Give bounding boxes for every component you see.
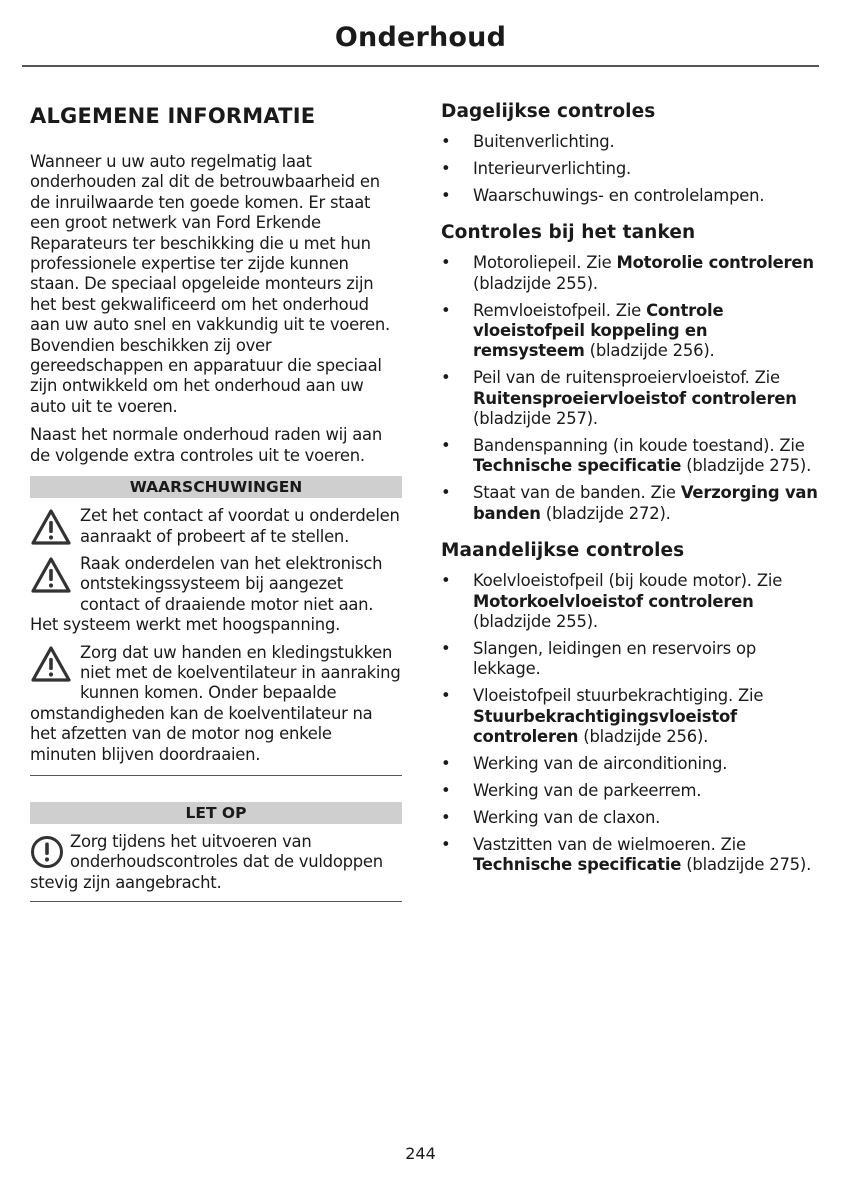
warnings-box xyxy=(30,476,402,776)
list-item: • Vloeistofpeil stuurbekrachtiging. Zie Stuurbekrachtigingsvloeistof controleren (bladzijde 256). xyxy=(441,686,764,746)
reference-link: Ruitensproeiervloeistof controleren xyxy=(473,388,797,408)
right-column xyxy=(441,101,821,891)
bullet-icon: • xyxy=(441,686,451,706)
left-column xyxy=(30,104,402,902)
reference-link: Stuurbekrachtigingsvloeistof controleren xyxy=(473,706,737,746)
list-item: • Koelvloeistofpeil (bij koude motor). Zie Motorkoelvloeistof controleren (bladzijde 255). xyxy=(441,571,783,631)
refuel-checks-heading: Controles bij het tanken xyxy=(441,222,696,244)
list-item: • Peil van de ruitensproeiervloeistof. Zie Ruitensproeiervloeistof controleren (bladzijde 257). xyxy=(441,368,797,429)
caution-item xyxy=(30,832,402,893)
caution-text: Zorg tijdens het uitvoeren van onderhoudscontroles dat de vuldoppen stevig zijn aangebracht. xyxy=(30,831,383,892)
reference-link: Technische specificatie xyxy=(473,456,682,476)
reference-link: Verzorging van banden xyxy=(473,483,818,523)
warning-item xyxy=(30,643,402,765)
warnings-header: WAARSCHUWINGEN xyxy=(30,476,402,498)
bullet-icon: • xyxy=(441,132,451,151)
reference-link: Controle vloeistofpeil koppeling en remsysteem xyxy=(473,300,724,361)
warning-triangle-icon xyxy=(30,556,72,596)
page-number: 244 xyxy=(405,1144,436,1163)
bullet-icon: • xyxy=(441,185,451,205)
warning-text: Zet het contact af voordat u onderdelen aanraakt of probeert af te stellen. xyxy=(80,506,400,546)
refuel-checks-list xyxy=(441,253,821,524)
list-item: • Slangen, leidingen en reservoirs op lekkage. xyxy=(441,638,757,679)
bullet-icon: • xyxy=(441,834,451,854)
monthly-checks-heading: Maandelijkse controles xyxy=(441,540,685,562)
caution-bottom-rule xyxy=(30,901,402,902)
list-item: • Interieurverlichting. xyxy=(441,158,632,178)
intro-paragraph: Wanneer u uw auto regelmatig laat onderhouden zal dit de betrouwbaarheid en de inruilwaarde ten goede komen. Er staat een groot netwerk van Ford Erkende Reparateurs ter beschikking die u met hun professionele expertise ter zijde kunnen staan. De speciaal opgeleide monteurs zijn het best gekwalificeerd om het onderhoud aan uw auto snel en vakkundig uit te voeren. Bovendien beschikken zij over gereedschappen en apparatuur die speciaal zijn ontwikkeld om het onderhoud aan uw auto uit te voeren. xyxy=(30,152,390,416)
list-item: • Staat van de banden. Zie Verzorging van banden (bladzijde 272). xyxy=(441,483,818,523)
warning-item xyxy=(30,554,402,636)
bullet-icon: • xyxy=(441,638,451,658)
bullet-icon: • xyxy=(441,753,451,773)
caution-box xyxy=(30,802,402,902)
bullet-icon: • xyxy=(441,368,451,388)
reference-link: Motorkoelvloeistof controleren xyxy=(473,591,754,611)
list-item: • Buitenverlichting. xyxy=(441,132,615,151)
bullet-icon: • xyxy=(441,300,451,320)
warnings-bottom-rule xyxy=(30,775,402,776)
list-item: • Werking van de airconditioning. xyxy=(441,753,728,773)
bullet-icon: • xyxy=(441,253,451,273)
bullet-icon: • xyxy=(441,435,451,455)
monthly-checks-list xyxy=(441,571,821,875)
warning-text: Zorg dat uw handen en kledingstukken niet met de koelventilateur in aanraking kunnen komen. Onder bepaalde omstandigheden kan de koelventilateur na het afzetten van de motor nog enkele minuten blijven doordraaien. xyxy=(30,642,401,764)
caution-header: LET OP xyxy=(30,802,402,824)
bullet-icon: • xyxy=(441,807,451,827)
bullet-icon: • xyxy=(441,780,451,800)
bullet-icon: • xyxy=(441,158,451,178)
warning-triangle-icon xyxy=(30,645,72,685)
list-item: • Motoroliepeil. Zie Motorolie controleren (bladzijde 255). xyxy=(441,253,814,293)
page-title: Onderhoud xyxy=(334,22,507,53)
reference-link: Motorolie controleren xyxy=(616,253,814,273)
warning-item xyxy=(30,506,402,547)
list-item: • Werking van de parkeerrem. xyxy=(441,780,702,800)
section-heading: ALGEMENE INFORMATIE xyxy=(30,104,316,128)
title-divider xyxy=(22,65,819,67)
list-item: • Waarschuwings- en controlelampen. xyxy=(441,185,765,205)
warning-triangle-icon xyxy=(30,508,72,548)
list-item: • Werking van de claxon. xyxy=(441,807,661,827)
bullet-icon: • xyxy=(441,483,451,503)
list-item: • Bandenspanning (in koude toestand). Zie Technische specificatie (bladzijde 275). xyxy=(441,435,812,476)
daily-checks-list xyxy=(441,132,821,206)
exclamation-circle-icon xyxy=(30,834,64,870)
daily-checks-heading: Dagelijkse controles xyxy=(441,101,656,122)
list-item: • Remvloeistofpeil. Zie Controle vloeistofpeil koppeling en remsysteem (bladzijde 256). xyxy=(441,300,724,361)
extra-checks-paragraph: Naast het normale onderhoud raden wij aan de volgende extra controles uit te voeren. xyxy=(30,425,382,465)
bullet-icon: • xyxy=(441,571,451,591)
reference-link: Technische specificatie xyxy=(473,854,682,874)
list-item: • Vastzitten van de wielmoeren. Zie Technische specificatie (bladzijde 275). xyxy=(441,834,812,874)
warning-text: Raak onderdelen van het elektronisch ontstekingssysteem bij aangezet contact of draaiende motor niet aan. Het systeem werkt met hoogspanning. xyxy=(30,553,383,635)
